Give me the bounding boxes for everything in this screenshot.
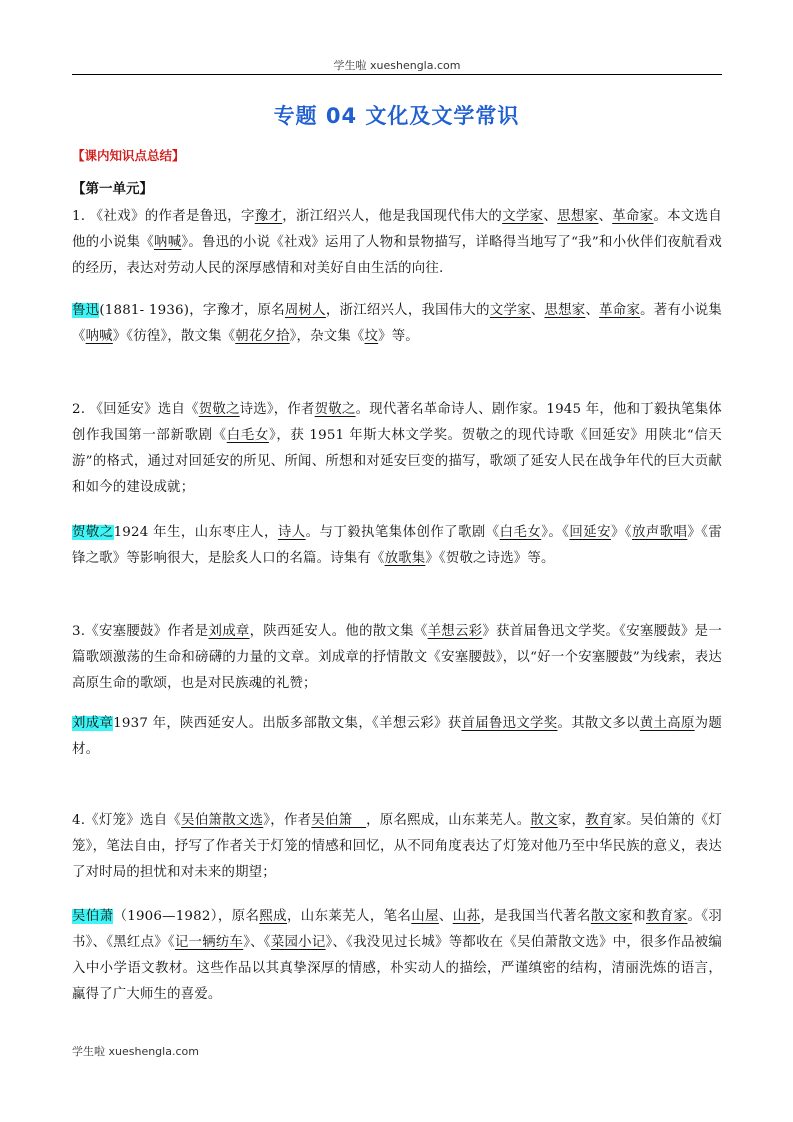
text-run: ，浙江绍兴人，他是我国现代伟大的 [282,209,503,224]
underlined-term: 刘成章 [208,624,250,639]
underlined-term: 放声歌唱 [631,525,688,540]
underlined-term: 菜园小记 [270,935,326,950]
header-divider [72,74,722,75]
underlined-term: 散文 [530,813,558,828]
underlined-term: 思想家 [544,303,586,318]
text-run: 。本文选自他的小说集《 [72,209,723,250]
underlined-term: 贺敬之 [314,402,356,417]
underlined-term: 周树人 [284,303,326,318]
text-run: 和 [632,909,647,924]
underlined-term: 呐喊 [154,235,182,250]
text-run: 。著有小说集《 [72,303,723,344]
underlined-term: 白毛女 [226,428,269,443]
underlined-term: 教育 [585,813,613,828]
text-run: 为题材。 [72,716,722,757]
text-run: 家， [557,813,586,828]
text-run: 》，作者 [263,813,312,828]
item-2-main [72,397,722,501]
underlined-term: 散文家 [590,909,633,924]
text-run: 、 [585,303,600,318]
underlined-term: 吴伯箫散文选 [181,813,264,828]
text-run: ，陕西延安人。他的散文集《 [249,624,428,639]
item-2-bio [72,520,722,572]
text-run: 》《 [610,525,632,540]
underlined-term: 文学家 [502,209,544,224]
text-run: 、 [530,303,545,318]
underlined-term: 贺敬之 [198,402,240,417]
text-run: 。《羽书》、《黑红点》《 [72,909,722,950]
text-run: （1906—1982），原名 [113,909,260,924]
underlined-term: 革命家 [612,209,654,224]
page-footer: 学生啦 xueshengla.com [72,1045,199,1058]
underlined-term: 吴伯箫 [311,813,367,828]
text-run: 》。鲁迅的小说《社戏》运用了人物和景物描写，详略得当地写了“我”和小伙伴们夜航看戏的经历，表达对劳动人民的深厚感情和对美好自由生活的向往. [72,235,722,276]
underlined-term: 朝花夕拾 [235,329,290,344]
underlined-term: 首届鲁迅文学奖 [461,716,558,731]
text-run: 诗选》，作者 [239,402,315,417]
text-run: (1881- 1936)，字豫才，原名 [99,303,285,318]
item-1-main [72,204,722,282]
text-run: ，原名熙成，山东莱芜人。 [366,813,531,828]
underlined-term: 思想家 [557,209,599,224]
underlined-term: 记一辆纺车 [174,935,244,950]
item-3-main [72,619,722,697]
underlined-term: 白毛女 [499,525,542,540]
unit-label: 【第一单元】 [72,181,153,197]
text-run: 、 [598,209,613,224]
text-run: 2. 《回延安》选自《 [72,402,199,417]
item-1-bio [72,298,722,350]
text-run: 3.《安塞腰鼓》作者是 [72,624,209,639]
underlined-term: 羊想云彩 [427,624,483,639]
text-run: ，山东莱芜人，笔名 [286,909,412,924]
item-3-bio [72,711,722,763]
text-run: ，浙江绍兴人，我国伟大的 [325,303,490,318]
underlined-term: 呐喊 [85,329,113,344]
item-4-bio [72,904,722,1008]
text-run: 1. 《社戏》的作者是鲁迅，字 [72,209,255,224]
text-run: 》《彷徨》，散文集《 [112,329,236,344]
underlined-term: 黄土高原 [639,716,695,731]
underlined-term: 诗人 [277,525,306,540]
text-run: 1937 年，陕西延安人。出版多部散文集，《羊想云彩》获 [113,716,462,731]
highlighted-author: 贺敬之 [72,525,114,540]
text-run: 1924 年生，山东枣庄人， [113,525,278,540]
text-run: 4.《灯笼》选自《 [72,813,182,828]
text-run: 》、《我没见过长城》等都收在《吴伯萧散文选》中，很多作品被编入中小学语文教材。这些作品以其真挚深厚的情感，朴实动人的描绘，严谨缜密的结构，清丽洗炼的语言，赢得了广大师生的喜爱。 [72,935,722,1002]
underlined-term: 山荪 [452,909,481,924]
highlighted-author: 鲁迅 [72,303,100,318]
page-title: 专题 04 文化及文学常识 [273,104,520,128]
text-run: 。与丁毅执笔集体创作了歌剧《 [305,525,500,540]
underlined-term: 教育家 [646,909,688,924]
highlighted-author: 吴伯萧 [72,909,114,924]
underlined-term: 回延安 [569,525,611,540]
text-run: 、 [438,909,453,924]
text-run: 。其散文多以 [557,716,640,731]
underlined-term: 放歌集 [384,551,426,566]
text-run: 家。吴伯箫的《灯笼》，笔法自由，抒写了作者关于灯笼的情感和回忆，从不同角度表达了灯笼对他乃至中华民族的意义，表达了对时局的担忧和对未来的期望； [72,813,723,880]
text-run: 》等。 [378,329,419,344]
underlined-term: 坟 [364,329,379,344]
text-run: 》，获 1951 年斯大林文学奖。贺敬之的现代诗歌《回延安》用陕北“信天游”的格式，通过对回延安的所见、所闻、所想和对延安巨变的描写，歌颂了延安人民在战争年代的巨大贡献和如今的建设成就； [72,428,722,495]
text-run: 》，杂文集《 [289,329,365,344]
underlined-term: 山屋 [411,909,439,924]
page-header: 学生啦 xueshengla.com [333,59,461,72]
text-run: 》《贺敬之诗选》等。 [425,551,555,566]
underlined-term: 豫才 [254,209,283,224]
text-run: 》。《 [541,525,570,540]
underlined-term: 文学家 [489,303,531,318]
underlined-term: 熙成 [259,909,287,924]
section-label: 【课内知识点总结】 [72,148,185,163]
text-run: 。现代著名革命诗人、剧作家。1945 年，他和丁毅执笔集体创作我国第一部新歌剧《 [72,402,722,443]
text-run: 》《雷锋之歌》等影响很大，是脍炙人口的名篇。诗集有《 [72,525,722,566]
text-run: 、 [543,209,558,224]
text-run: 》、《 [243,935,271,950]
text-run: ，是我国当代著名 [480,909,591,924]
underlined-term: 革命家 [599,303,641,318]
item-4-main [72,808,722,886]
highlighted-author: 刘成章 [72,716,114,731]
text-run: 》获首届鲁迅文学奖。《安塞腰鼓》是一篇歌颂激荡的生命和磅礴的力量的文章。刘成章的抒情散文《安塞腰鼓》，以“好一个安塞腰鼓”为线索，表达高原生命的歌颂，也是对民族魂的礼赞； [72,624,722,691]
